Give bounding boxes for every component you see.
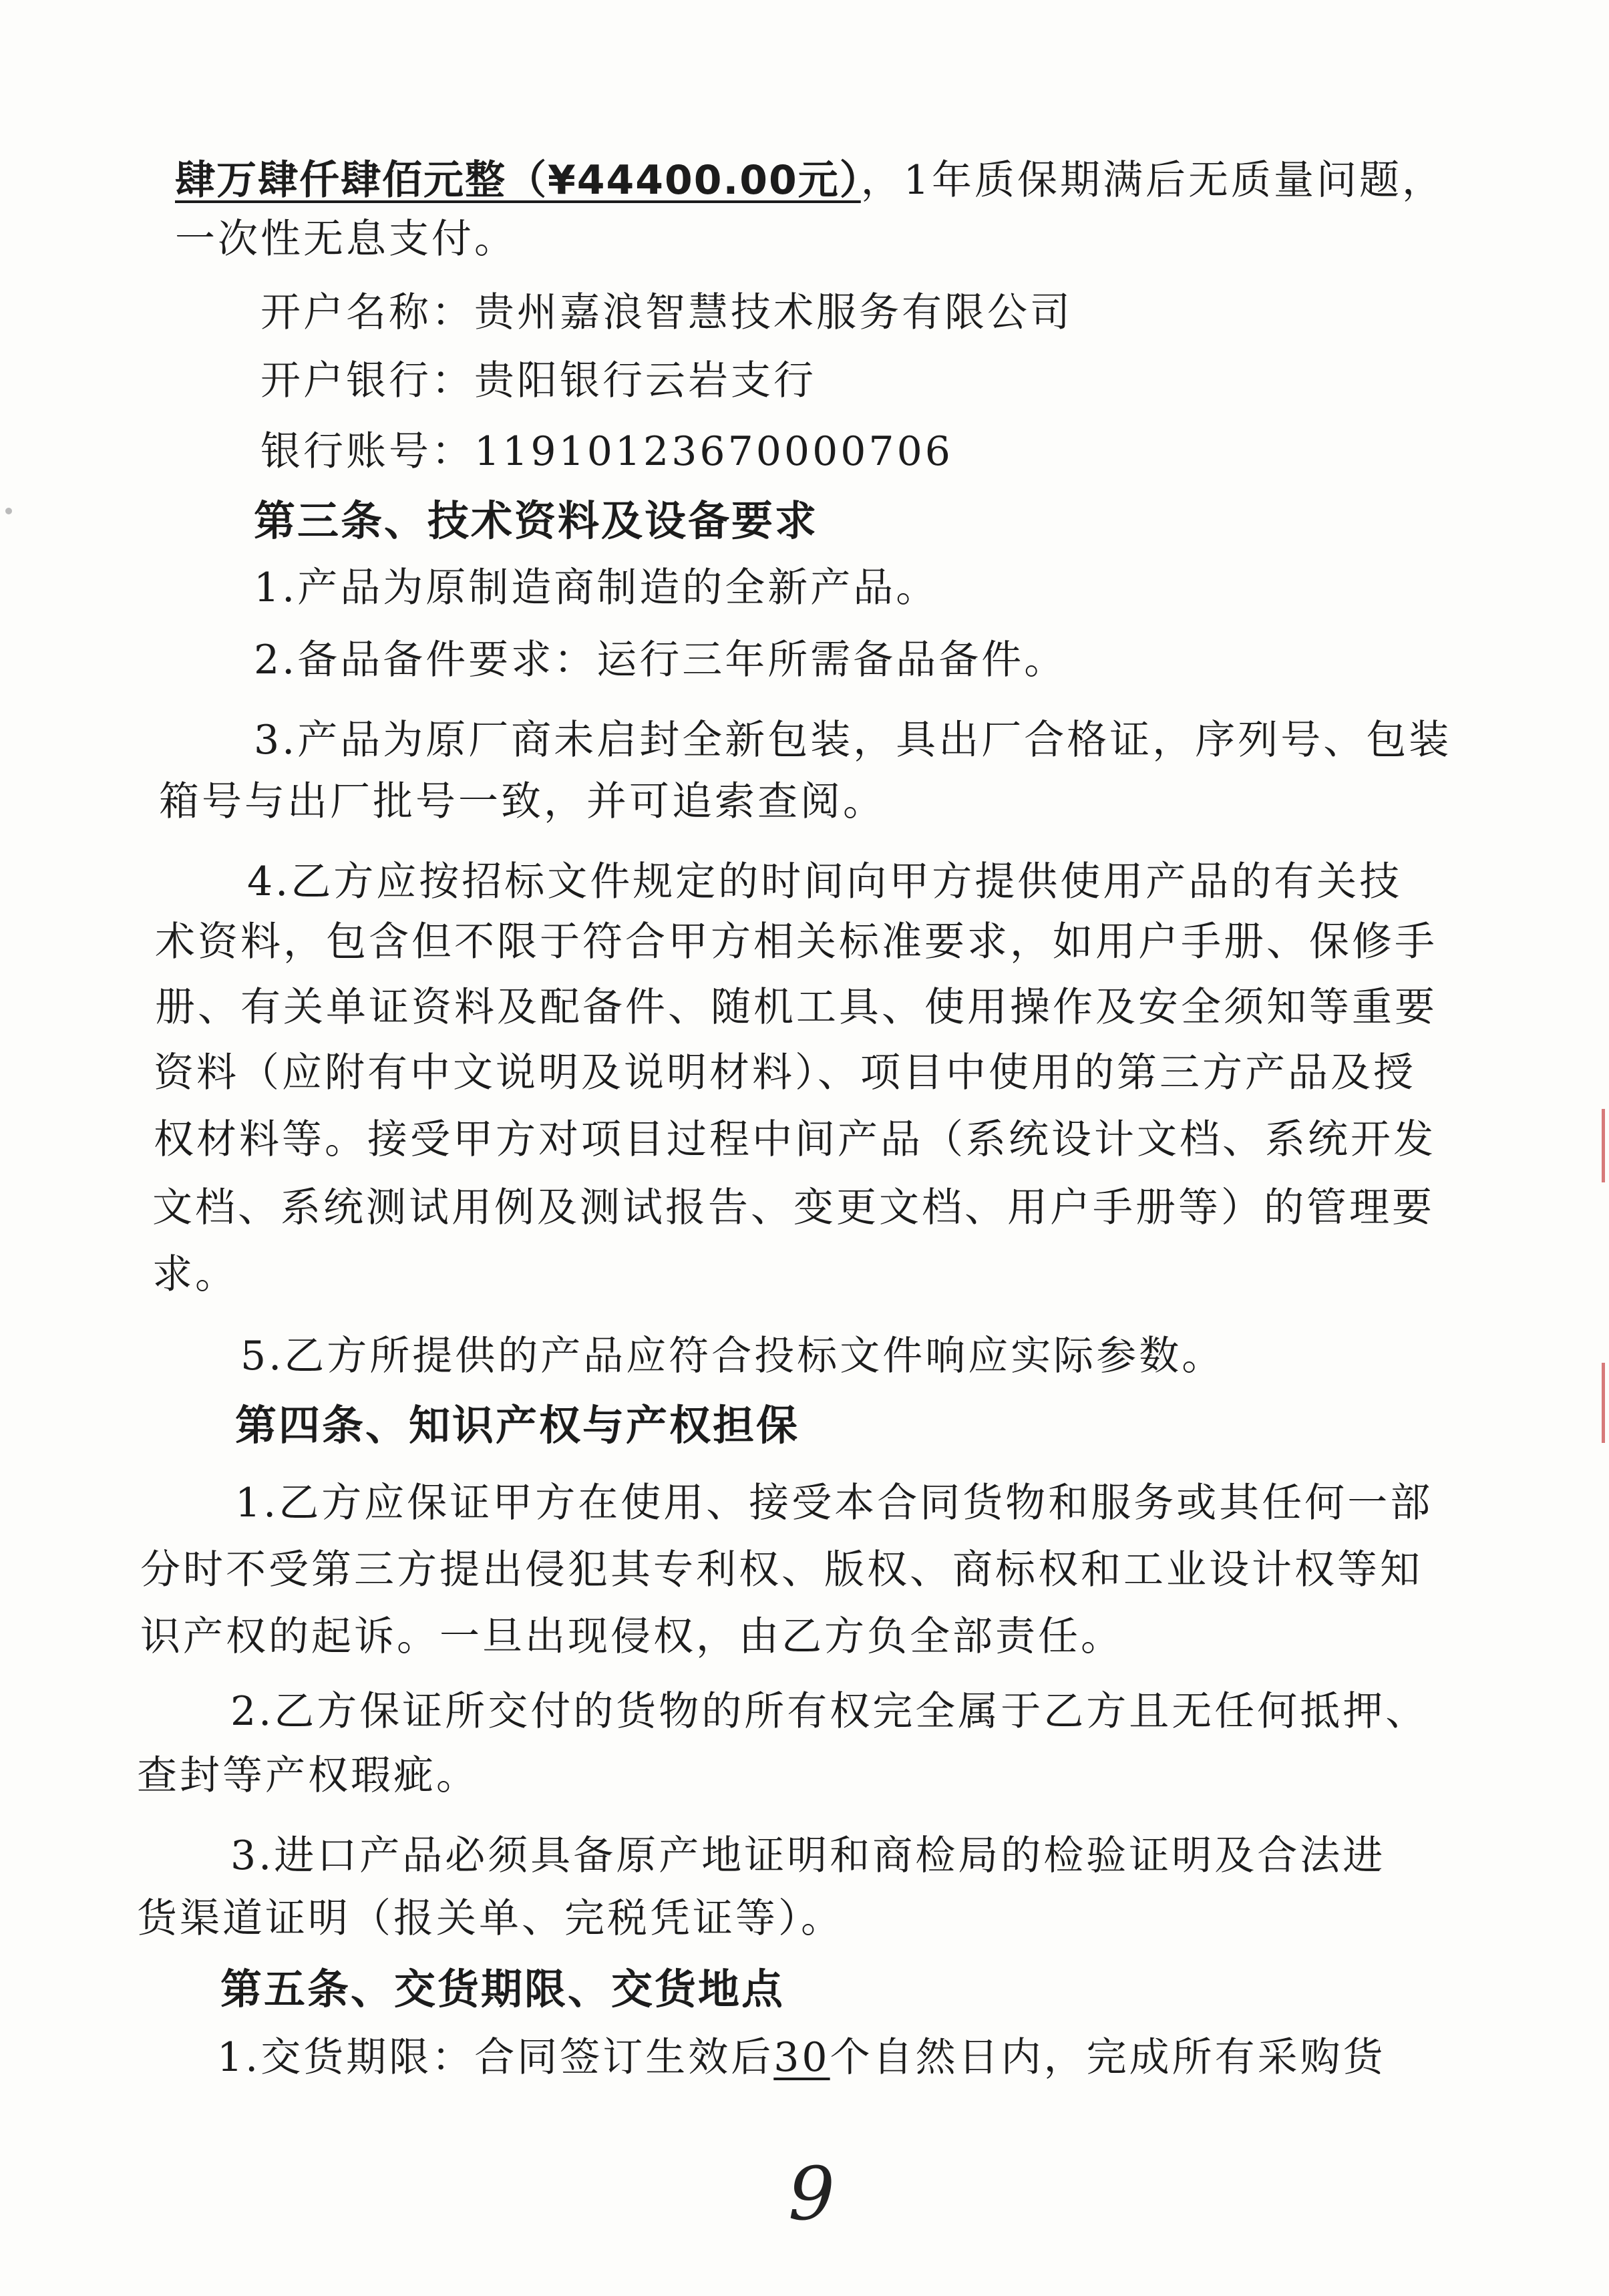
text-line: 3.产品为原厂商未启封全新包装，具出厂合格证，序列号、包装 bbox=[254, 717, 1452, 764]
text-line: 5.乙方所提供的产品应符合投标文件响应实际参数。 bbox=[240, 1333, 1225, 1379]
text-line: 货渠道证明（报关单、完税凭证等）。 bbox=[137, 1895, 844, 1942]
text-line: 册、有关单证资料及配备件、随机工具、使用操作及安全须知等重要 bbox=[155, 984, 1437, 1031]
text-line: 2.备品备件要求：运行三年所需备品备件。 bbox=[254, 637, 1067, 683]
section-heading: 第三条、技术资料及设备要求 bbox=[254, 496, 819, 545]
delivery-days: 30 bbox=[773, 2034, 830, 2081]
text-line bbox=[175, 154, 1445, 207]
page-number: 9 bbox=[788, 2151, 835, 2237]
text-line: 箱号与出厂批号一致，并可追索查阅。 bbox=[159, 778, 886, 825]
contract-amount: 肆万肆仟肆佰元整（¥44400.00元） bbox=[175, 157, 861, 204]
text-line bbox=[217, 2031, 1386, 2084]
account-name-line: 开户名称：贵州嘉浪智慧技术服务有限公司 bbox=[260, 289, 1073, 336]
text-line: 4.乙方应按招标文件规定的时间向甲方提供使用产品的有关技 bbox=[247, 858, 1403, 905]
text-line: 一次性无息支付。 bbox=[175, 216, 517, 263]
text-line: 分时不受第三方提出侵犯其专利权、版权、商标权和工业设计权等知 bbox=[140, 1546, 1423, 1593]
text-fragment: 1.交货期限：合同签订生效后 bbox=[217, 2034, 774, 2081]
seal-edge-mark bbox=[1582, 1109, 1605, 1182]
text-line: 求。 bbox=[152, 1251, 238, 1298]
bank-name-line: 开户银行：贵阳银行云岩支行 bbox=[260, 357, 816, 404]
bank-account-line: 银行账号：11910123670000706 bbox=[260, 428, 953, 475]
text-line: 文档、系统测试用例及测试报告、变更文档、用户手册等）的管理要 bbox=[152, 1184, 1435, 1231]
text-line: 2.乙方保证所交付的货物的所有权完全属于乙方且无任何抵押、 bbox=[230, 1688, 1429, 1735]
text-line: 3.进口产品必须具备原产地证明和商检局的检验证明及合法进 bbox=[230, 1832, 1386, 1879]
text-line: 权材料等。接受甲方对项目过程中间产品（系统设计文档、系统开发 bbox=[154, 1116, 1436, 1163]
section-heading: 第四条、知识产权与产权担保 bbox=[235, 1401, 800, 1450]
text-line: 查封等产权瑕疵。 bbox=[137, 1752, 479, 1799]
text-line: 术资料，包含但不限于符合甲方相关标准要求，如用户手册、保修手 bbox=[155, 919, 1437, 965]
text-fragment: ，1年质保期满后无质量问题， bbox=[860, 157, 1445, 204]
section-heading: 第五条、交货期限、交货地点 bbox=[220, 1965, 785, 2013]
text-line: 资料（应附有中文说明及说明材料）、项目中使用的第三方产品及授 bbox=[154, 1049, 1416, 1096]
binding-hole-mark bbox=[5, 508, 12, 514]
text-line: 1.乙方应保证甲方在使用、接受本合同货物和服务或其任何一部 bbox=[235, 1480, 1433, 1526]
seal-edge-mark bbox=[1582, 1363, 1605, 1443]
text-line: 识产权的起诉。一旦出现侵权，由乙方负全部责任。 bbox=[140, 1613, 1123, 1660]
text-fragment: 个自然日内，完成所有采购货 bbox=[830, 2034, 1386, 2081]
text-line: 1.产品为原制造商制造的全新产品。 bbox=[254, 564, 939, 611]
